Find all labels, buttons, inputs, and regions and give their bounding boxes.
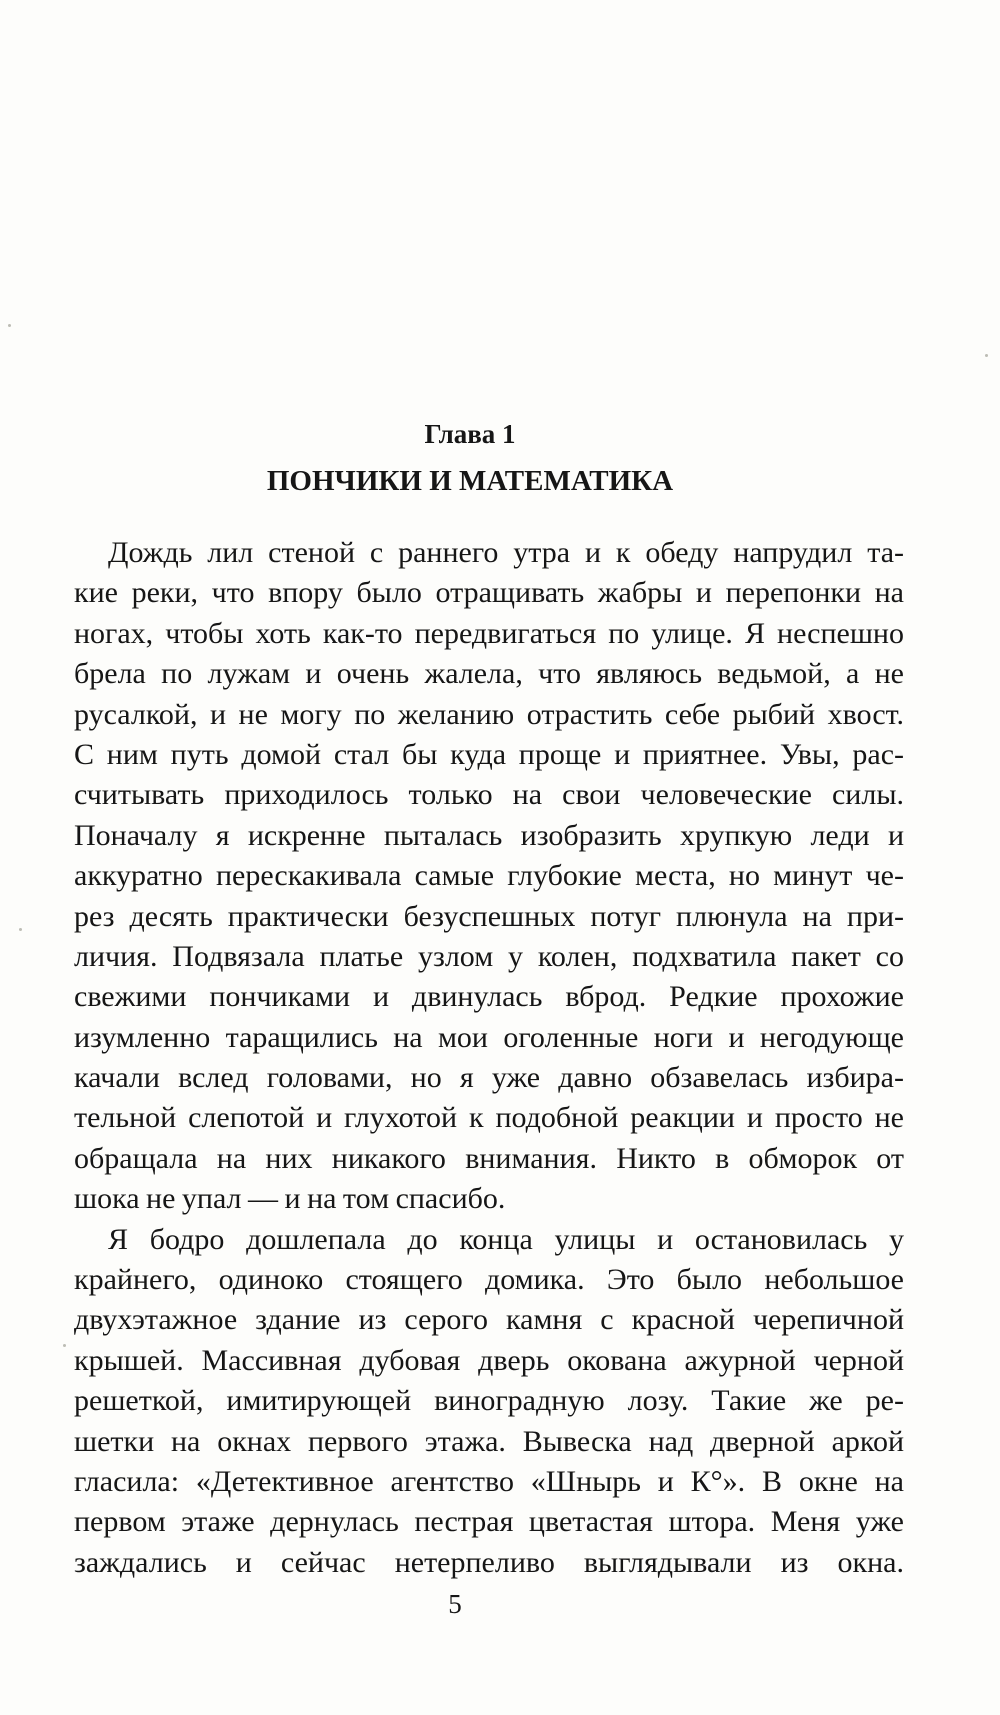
text-line: русалкой, и не могу по желанию отрастить себе рыбий хвост. xyxy=(74,697,904,731)
chapter-number: Глава 1 xyxy=(424,419,516,449)
body-text xyxy=(74,533,904,1583)
scan-speck xyxy=(985,354,988,357)
text-line: аккуратно перескакивала самые глубокие места, но минут че- xyxy=(74,859,904,893)
text-line: первом этаже дернулась пестрая цветастая штора. Меня уже xyxy=(74,1505,904,1539)
text-line: гласила: «Детективное агентство «Шнырь и К°». В окне на xyxy=(74,1464,904,1498)
text-line: С ним путь домой стал бы куда проще и приятнее. Увы, рас- xyxy=(74,737,904,771)
text-line: личия. Подвязала платье узлом у колен, подхватила пакет со xyxy=(74,939,904,973)
text-line: рез десять практически безуспешных потуг плюнула на при- xyxy=(74,899,904,933)
text-line: крышей. Массивная дубовая дверь окована ажурной черной xyxy=(74,1343,904,1377)
text-line: ногах, чтобы хоть как-то передвигаться по улице. Я неспешно xyxy=(74,616,904,650)
text-line: изумленно таращились на мои оголенные ноги и негодующе xyxy=(74,1020,904,1054)
scan-speck xyxy=(19,928,22,931)
text-line: Поначалу я искренне пыталась изобразить хрупкую леди и xyxy=(74,818,904,852)
scan-speck xyxy=(8,324,11,327)
text-line: крайнего, одиноко стоящего домика. Это было небольшое xyxy=(74,1263,904,1297)
text-line: решеткой, имитирующей виноградную лозу. Такие же ре- xyxy=(74,1384,904,1418)
text-line: брела по лужам и очень жалела, что являюсь ведьмой, а не xyxy=(74,657,904,691)
page-number: 5 xyxy=(448,1589,462,1619)
text-line: обращала на них никакого внимания. Никто в обморок от xyxy=(74,1141,904,1175)
text-line: считывать приходилось только на свои человеческие силы. xyxy=(74,778,904,812)
text-line: Я бодро дошлепала до конца улицы и остановилась у xyxy=(108,1222,904,1256)
text-line: заждались и сейчас нетерпеливо выглядывали из окна. xyxy=(74,1545,904,1579)
text-line: свежими пончиками и двинулась вброд. Редкие прохожие xyxy=(74,980,904,1014)
text-line: шока не упал — и на том спасибо. xyxy=(74,1182,506,1216)
text-line: Дождь лил стеной с раннего утра и к обеду напрудил та- xyxy=(108,536,904,569)
chapter-title: ПОНЧИКИ И МАТЕМАТИКА xyxy=(266,465,674,497)
text-line: тельной слепотой и глухотой к подобной реакции и просто не xyxy=(74,1101,904,1135)
text-line: качали вслед головами, но я уже давно обзавелась избира- xyxy=(74,1061,904,1095)
scan-speck xyxy=(63,1344,66,1347)
text-line: двухэтажное здание из серого камня с красной черепичной xyxy=(74,1303,904,1337)
text-line: кие реки, что впору было отращивать жабры и перепонки на xyxy=(74,576,904,610)
text-line: шетки на окнах первого этажа. Вывеска над дверной аркой xyxy=(74,1424,904,1458)
